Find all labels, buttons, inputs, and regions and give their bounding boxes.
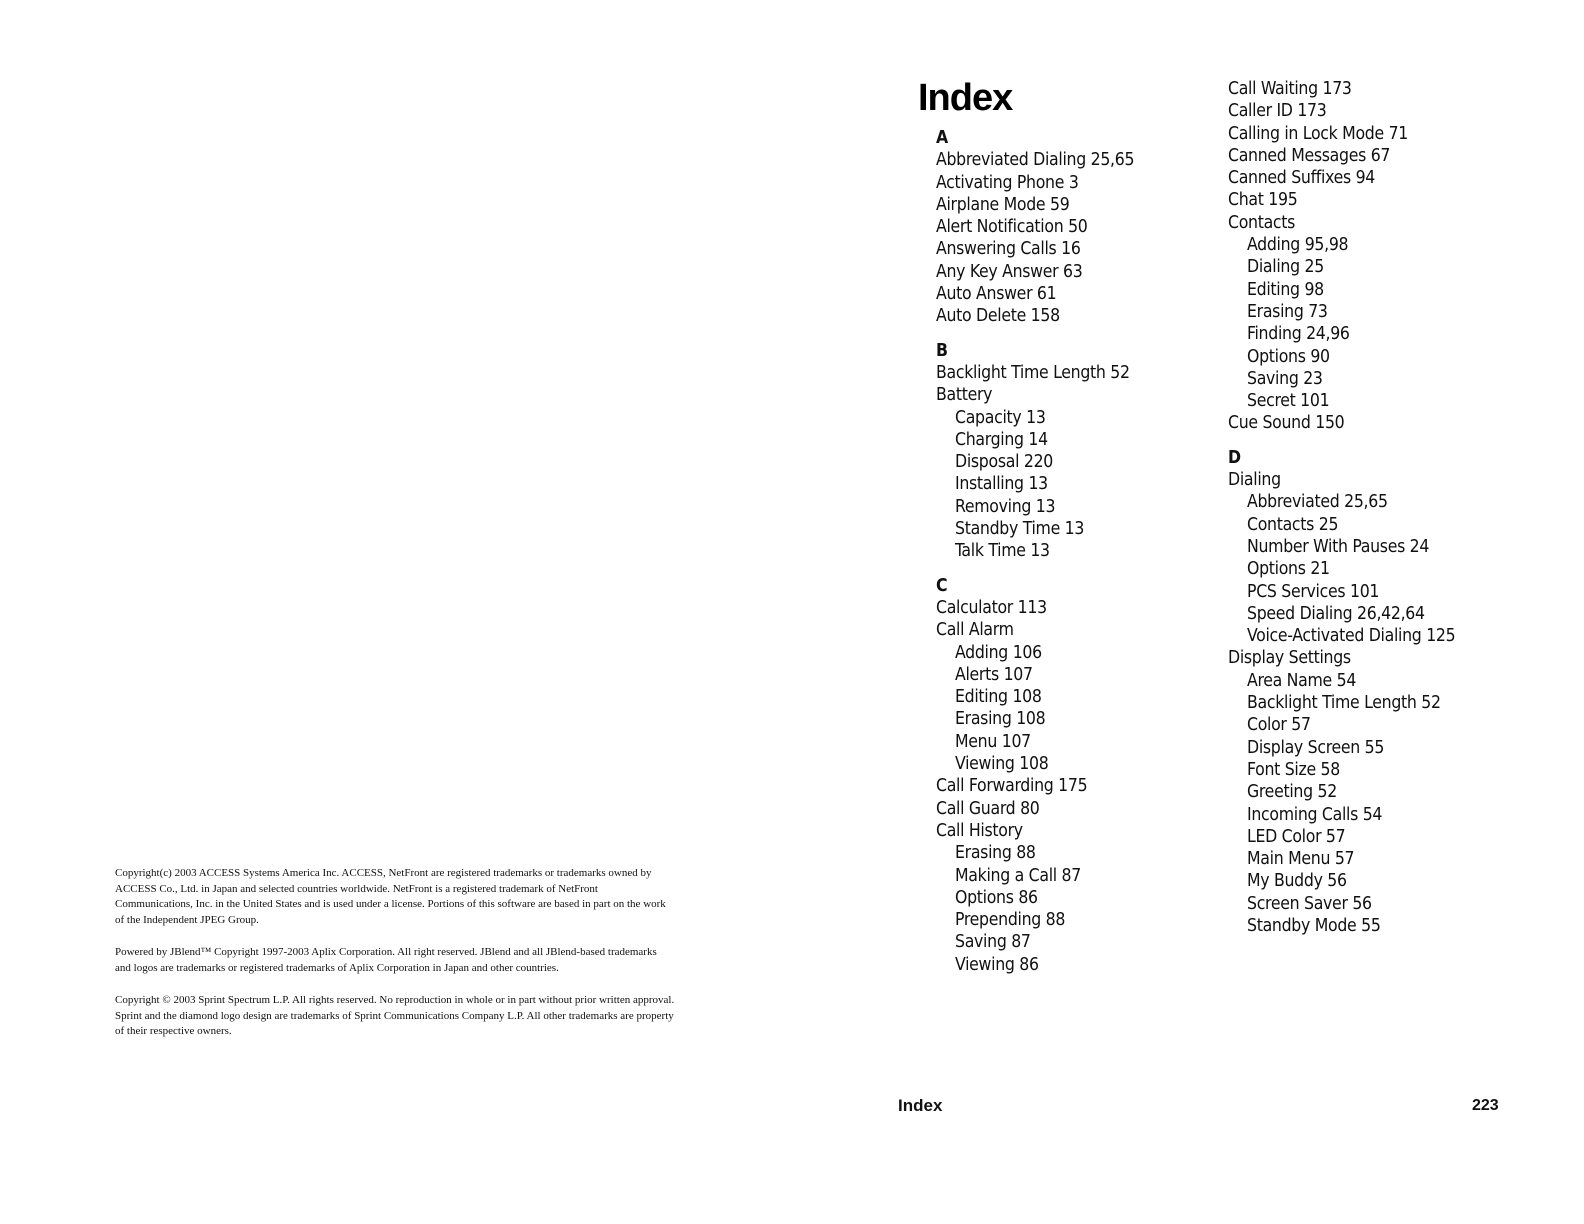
jblend-copyright-notice: Powered by JBlend™ Copyright 1997-2003 Aplix Corporation. All right reserved. JBlend and all JBlend-based trademarks and logos are trademarks or registered trademarks of Aplix Corporation in Japan and other countries. bbox=[115, 946, 657, 974]
index-entry: Any Key Answer 63 bbox=[936, 261, 1083, 282]
index-subentry: Editing 108 bbox=[955, 687, 1042, 708]
index-subentry: Abbreviated 25,65 bbox=[1247, 492, 1388, 513]
index-subentry: PCS Services 101 bbox=[1247, 581, 1380, 602]
index-subentry: Viewing 108 bbox=[955, 754, 1049, 775]
index-subentry: Talk Time 13 bbox=[955, 541, 1050, 562]
index-entry: Airplane Mode 59 bbox=[936, 194, 1070, 215]
index-letter-heading: C bbox=[936, 575, 948, 596]
index-subentry: My Buddy 56 bbox=[1247, 871, 1347, 892]
index-entry: Calling in Lock Mode 71 bbox=[1228, 123, 1408, 144]
index-entry: Abbreviated Dialing 25,65 bbox=[936, 150, 1135, 171]
index-entry: Auto Delete 158 bbox=[936, 306, 1060, 327]
index-subentry: Backlight Time Length 52 bbox=[1247, 693, 1441, 714]
index-subentry: Adding 95,98 bbox=[1247, 235, 1349, 256]
index-subentry: Prepending 88 bbox=[955, 910, 1066, 931]
index-subentry: Menu 107 bbox=[955, 731, 1031, 752]
index-subentry: Secret 101 bbox=[1247, 391, 1330, 412]
index-subentry: Standby Mode 55 bbox=[1247, 915, 1381, 936]
index-entry: Answering Calls 16 bbox=[936, 239, 1081, 260]
index-subentry: Saving 87 bbox=[955, 932, 1031, 953]
index-subentry: Options 90 bbox=[1247, 346, 1330, 367]
index-entry: Backlight Time Length 52 bbox=[936, 362, 1130, 383]
index-entry: Call History bbox=[936, 820, 1023, 841]
index-subentry: Installing 13 bbox=[955, 474, 1048, 495]
index-subentry: Area Name 54 bbox=[1247, 670, 1357, 691]
index-entry: Calculator 113 bbox=[936, 597, 1047, 618]
index-entry: Call Waiting 173 bbox=[1228, 79, 1352, 99]
index-subentry: Options 86 bbox=[955, 887, 1038, 908]
index-entry: Auto Answer 61 bbox=[936, 284, 1057, 305]
index-column-2 bbox=[1228, 78, 1548, 937]
index-subentry: Removing 13 bbox=[955, 496, 1056, 517]
sprint-copyright-notice: Copyright © 2003 Sprint Spectrum L.P. All rights reserved. No reproduction in whole or in part without prior written approval. Sprint and the diamond logo design are trademarks of Sprint Communications Company L.P. All other trademarks are property of their respective owners. bbox=[115, 994, 675, 1037]
index-group bbox=[1228, 78, 1548, 435]
index-subentry: Main Menu 57 bbox=[1247, 849, 1355, 870]
index-subentry: LED Color 57 bbox=[1247, 826, 1346, 847]
index-subentry: Standby Time 13 bbox=[955, 519, 1085, 540]
index-title: Index bbox=[918, 77, 1013, 119]
index-group bbox=[1228, 447, 1548, 938]
index-entry: Dialing bbox=[1228, 470, 1281, 491]
index-subentry: Erasing 88 bbox=[955, 843, 1036, 864]
index-subentry: Options 21 bbox=[1247, 559, 1330, 580]
index-group bbox=[936, 340, 1256, 563]
index-group bbox=[936, 127, 1256, 328]
index-subentry: Contacts 25 bbox=[1247, 514, 1339, 535]
index-subentry: Incoming Calls 54 bbox=[1247, 804, 1383, 825]
index-entry: Canned Suffixes 94 bbox=[1228, 168, 1376, 189]
index-entry: Chat 195 bbox=[1228, 190, 1298, 211]
index-subentry: Finding 24,96 bbox=[1247, 324, 1350, 345]
index-subentry: Greeting 52 bbox=[1247, 782, 1337, 803]
index-group bbox=[936, 575, 1256, 976]
index-letter-heading: B bbox=[936, 340, 948, 361]
index-subentry: Color 57 bbox=[1247, 715, 1311, 736]
index-entry: Display Settings bbox=[1228, 648, 1351, 669]
page-number: 223 bbox=[1472, 1097, 1499, 1114]
index-subentry: Erasing 108 bbox=[955, 709, 1046, 730]
footer-section-label: Index bbox=[898, 1096, 943, 1115]
index-subentry: Speed Dialing 26,42,64 bbox=[1247, 603, 1425, 624]
index-subentry: Voice-Activated Dialing 125 bbox=[1247, 626, 1456, 647]
index-entry: Activating Phone 3 bbox=[936, 172, 1079, 193]
index-subentry: Editing 98 bbox=[1247, 279, 1324, 300]
legal-notices bbox=[115, 866, 675, 1057]
index-entry: Cue Sound 150 bbox=[1228, 413, 1345, 434]
index-entry: Call Alarm bbox=[936, 620, 1014, 641]
index-entry: Alert Notification 50 bbox=[936, 217, 1088, 238]
index-subentry: Number With Pauses 24 bbox=[1247, 536, 1430, 557]
index-subentry: Adding 106 bbox=[955, 642, 1042, 663]
index-letter-heading: D bbox=[1228, 447, 1242, 468]
index-subentry: Viewing 86 bbox=[955, 954, 1039, 975]
index-entry: Call Forwarding 175 bbox=[936, 776, 1088, 797]
index-subentry: Screen Saver 56 bbox=[1247, 893, 1372, 914]
index-subentry: Alerts 107 bbox=[955, 664, 1033, 685]
access-copyright-notice: Copyright(c) 2003 ACCESS Systems America Inc. ACCESS, NetFront are registered trademarks or trademarks owned by ACCESS Co., Ltd. in Japan and selected countries worldwide. NetFront is a registered trademark of NetFront Communications, Inc. in the United States and is used under a license. Portions of this software are based in part on the work of the Independent JPEG Group. bbox=[115, 867, 666, 926]
index-entry: Call Guard 80 bbox=[936, 798, 1040, 819]
index-entry: Contacts bbox=[1228, 212, 1296, 233]
index-subentry: Display Screen 55 bbox=[1247, 737, 1385, 758]
index-subentry: Saving 23 bbox=[1247, 368, 1323, 389]
index-subentry: Font Size 58 bbox=[1247, 759, 1340, 780]
index-subentry: Charging 14 bbox=[955, 429, 1048, 450]
index-subentry: Capacity 13 bbox=[955, 407, 1046, 428]
index-entry: Battery bbox=[936, 385, 993, 406]
index-entry: Canned Messages 67 bbox=[1228, 145, 1391, 166]
index-subentry: Dialing 25 bbox=[1247, 257, 1324, 278]
index-column-1 bbox=[936, 127, 1256, 976]
index-subentry: Disposal 220 bbox=[955, 452, 1053, 473]
index-entry: Caller ID 173 bbox=[1228, 101, 1327, 122]
index-subentry: Making a Call 87 bbox=[955, 865, 1081, 886]
index-subentry: Erasing 73 bbox=[1247, 301, 1328, 322]
index-letter-heading: A bbox=[936, 128, 949, 148]
